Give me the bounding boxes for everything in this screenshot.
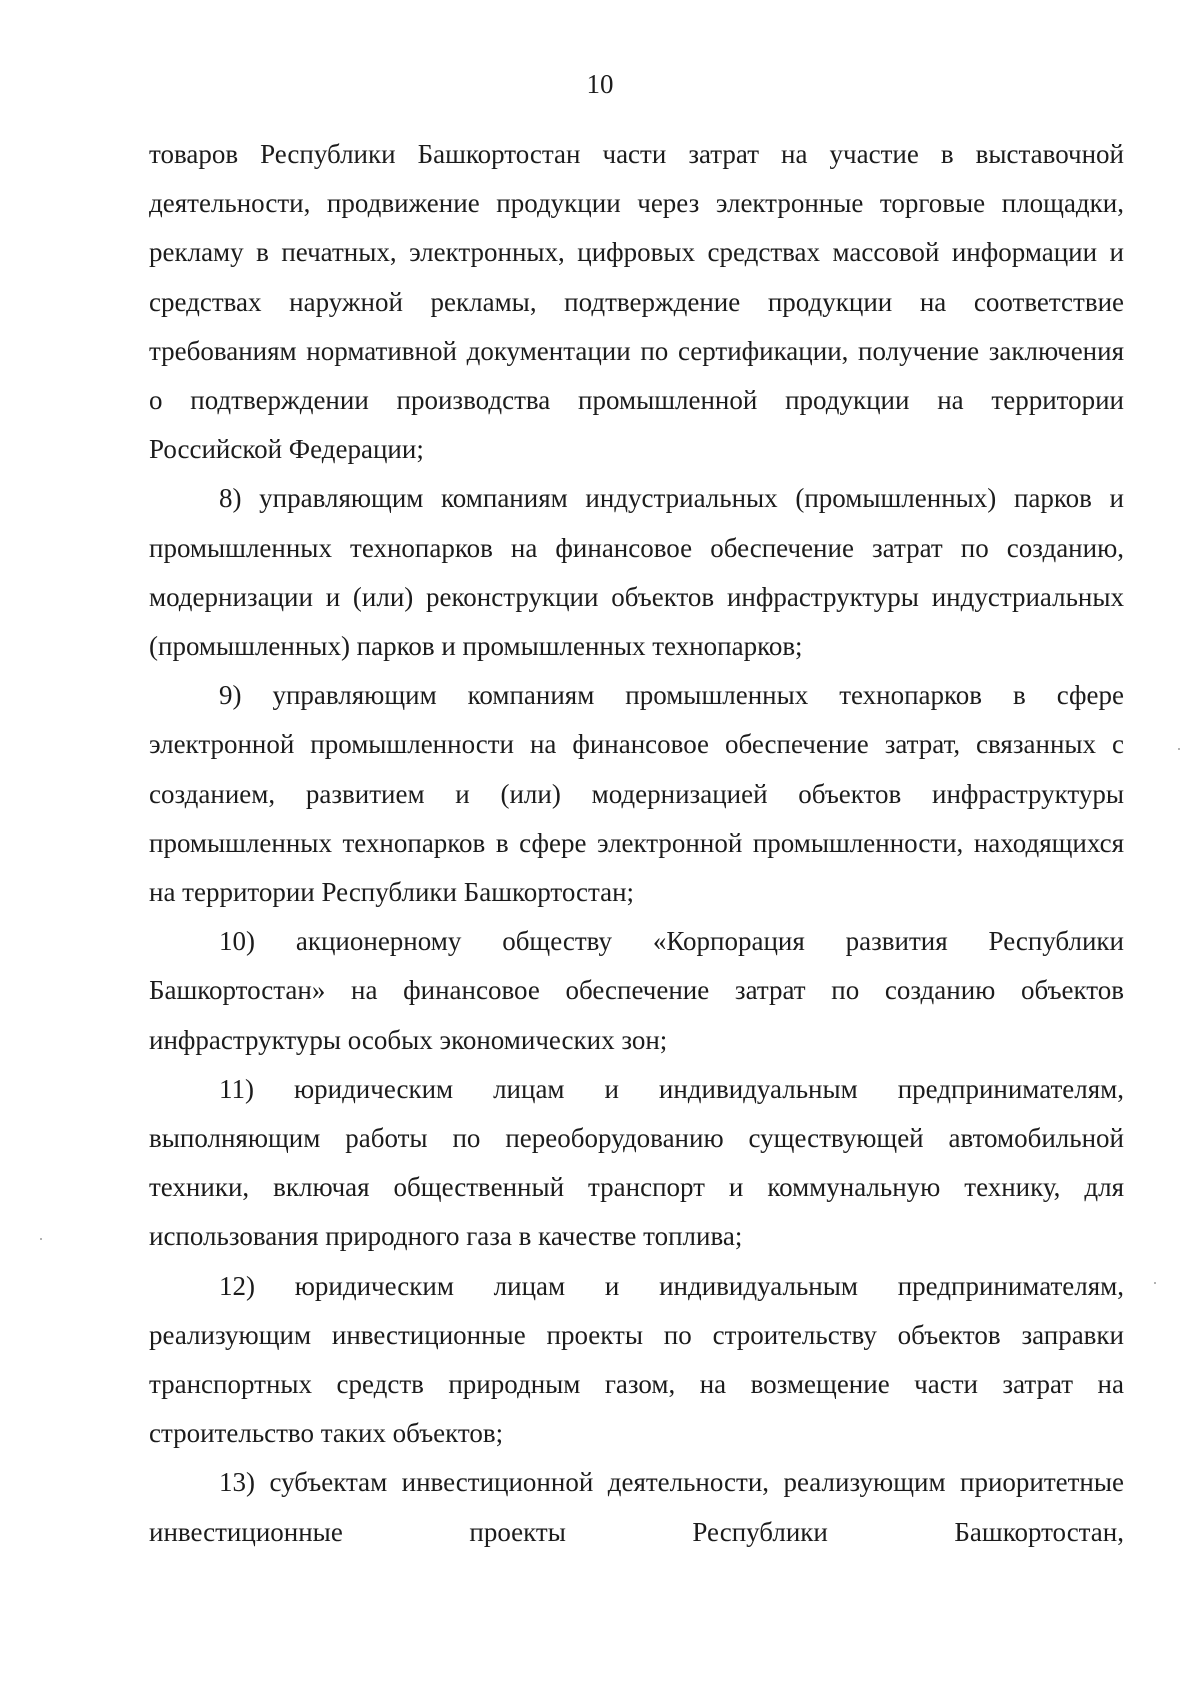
scan-speck	[1154, 1282, 1156, 1284]
paragraph-item-8: 8) управляющим компаниям индустриальных (промышленных) парков и промышленных технопарков на финансовое обеспечение затрат по созданию, модернизации и (или) реконструкции объектов инфраструктуры индустриальных (промышленных) парков и промышленных технопарков;	[149, 483, 1124, 662]
paragraph-item-9: 9) управляющим компаниям промышленных технопарков в сфере электронной промышленности на финансовое обеспечение затрат, связанных с созданием, развитием и (или) модернизацией объектов инфраструктуры промышленных технопарков в сфере электронной промышленности, находящихся на территории Республики Башкортостан;	[149, 680, 1124, 908]
paragraph-continuation: товаров Республики Башкортостан части затрат на участие в выставочной деятельности, продвижение продукции через электронные торговые площадки, рекламу в печатных, электронных, цифровых средствах массовой информации и средствах наружной рекламы, подтверждение продукции на соответствие требованиям нормативной документации по сертификации, получение заключения о подтверждении производства промышленной продукции на территории Российской Федерации;	[149, 139, 1124, 465]
paragraph-item-13: 13) субъектам инвестиционной деятельности, реализующим приоритетные инвестиционные проекты Республики Башкортостан,	[149, 1467, 1124, 1547]
page-number: 10	[586, 69, 614, 99]
scan-speck	[1178, 748, 1180, 750]
document-body	[149, 130, 1124, 1557]
paragraph-item-10: 10) акционерному обществу «Корпорация развития Республики Башкортостан» на финансовое обеспечение затрат по созданию объектов инфраструктуры особых экономических зон;	[149, 926, 1124, 1055]
scan-speck	[40, 1238, 42, 1240]
paragraph-item-11: 11) юридическим лицам и индивидуальным предпринимателям, выполняющим работы по переоборудованию существующей автомобильной техники, включая общественный транспорт и коммунальную технику, для использования природного газа в качестве топлива;	[149, 1073, 1124, 1252]
paragraph-item-12: 12) юридическим лицам и индивидуальным предпринимателям, реализующим инвестиционные проекты по строительству объектов заправки транспортных средств природным газом, на возмещение части затрат на строительство таких объектов;	[149, 1270, 1124, 1449]
